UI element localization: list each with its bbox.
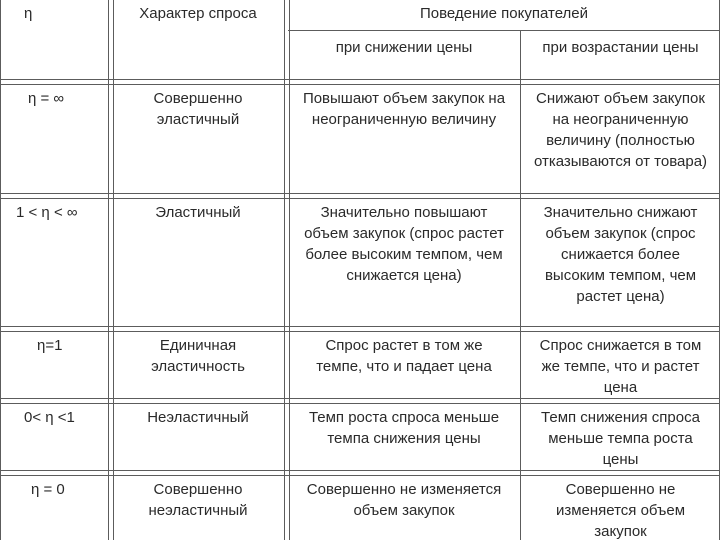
- row-4-decrease: Темп роста спроса меньше темпа снижения цены: [308, 409, 500, 447]
- grid-line: [0, 193, 720, 199]
- header-behavior: Поведение покупателей: [419, 5, 589, 22]
- row-5-character: Совершенно неэластичный: [148, 481, 248, 519]
- row-3-character: Единичная эластичность: [151, 337, 245, 375]
- row-3-eta: η=1: [37, 337, 63, 354]
- row-2-eta: 1 < η < ∞: [16, 204, 78, 221]
- grid-line: [288, 30, 720, 31]
- header-eta: η: [24, 5, 33, 22]
- row-2-increase: Значительно снижают объем закупок (спрос снижается более высоким темпом, чем растет цена): [543, 204, 698, 305]
- row-1-eta: η = ∞: [28, 90, 65, 107]
- row-1-increase: Снижают объем закупок на неограниченную величину (полностью отказываются от товара): [533, 90, 708, 170]
- row-4-character: Неэластичный: [147, 409, 249, 426]
- header-price-increase: при возрастании цены: [542, 39, 699, 56]
- grid-line: [0, 470, 720, 476]
- row-2-decrease: Значительно повышают объем закупок (спрос растет более высоким темпом, чем снижается цена): [304, 204, 504, 284]
- header-character: Характер спроса: [139, 5, 257, 22]
- row-3-increase: Спрос снижается в том же темпе, что и растет цена: [539, 337, 702, 396]
- row-4-increase: Темп снижения спроса меньше темпа роста цены: [541, 409, 700, 468]
- row-2-character: Эластичный: [155, 204, 241, 221]
- row-3-decrease: Спрос растет в том же темпе, что и падает цена: [316, 337, 492, 375]
- grid-line: [0, 79, 720, 85]
- row-4-eta: 0< η <1: [24, 409, 75, 426]
- grid-line: [0, 398, 720, 404]
- row-5-decrease: Совершенно не изменяется объем закупок: [306, 481, 502, 519]
- row-5-increase: Совершенно не изменяется объем закупок: [555, 481, 686, 540]
- row-1-decrease: Повышают объем закупок на неограниченную величину: [302, 90, 506, 128]
- grid-line: [0, 326, 720, 332]
- row-1-character: Совершенно эластичный: [153, 90, 243, 128]
- row-5-eta: η = 0: [31, 481, 65, 498]
- header-price-decrease: при снижении цены: [335, 39, 473, 56]
